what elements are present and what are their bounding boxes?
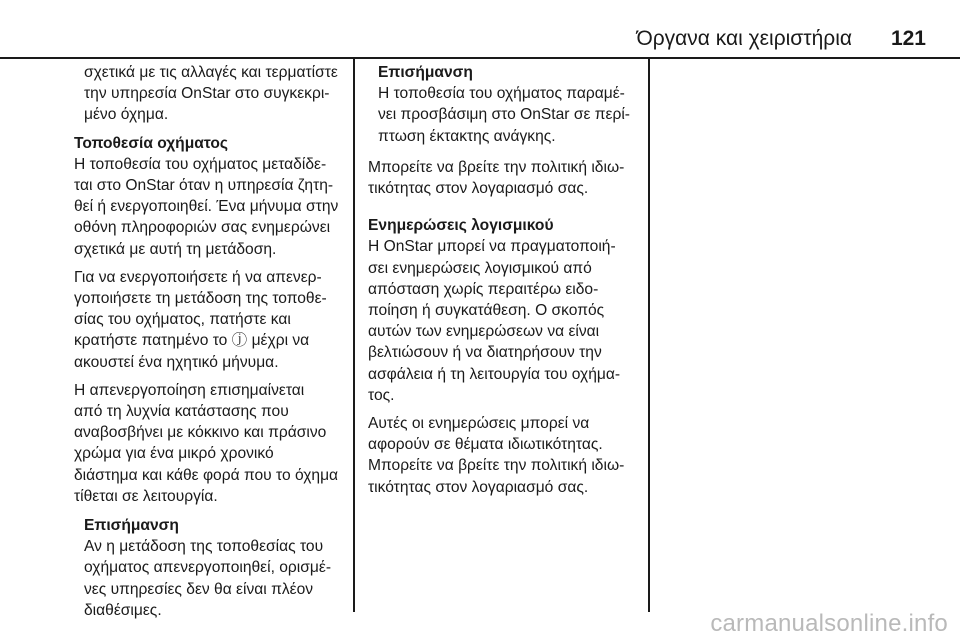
text-line: από τη λυχνία κατάστασης που [74,403,289,421]
text-line: ται στο OnStar όταν η υπηρεσία ζητη- [74,177,334,195]
location-section [74,133,354,260]
text-line: βελτιώσουν ή να διατηρήσουν την [368,344,602,362]
page-number: 121 [890,27,926,50]
text-line: χρώμα για ένα μικρό χρονικό [74,445,274,463]
note-box [368,62,651,147]
text-line: Η τοποθεσία του οχήματος παραμέ- [378,85,625,103]
text-line: τος. [368,386,395,404]
spacer [368,206,651,215]
page-header [0,24,960,54]
section-heading: Ενημερώσεις λογισμικού [368,217,554,235]
text-line: Η απενεργοποίηση επισημαίνεται [74,381,305,399]
updates-paragraph [368,413,651,455]
text-line: τίθεται σε λειτουργία. [74,487,218,505]
right-column [368,58,651,505]
text-line: σχετικά με τις αλλαγές και τερματίστε [84,64,338,81]
text-line: την υπηρεσία OnStar στο συγκεκρι- [84,85,330,103]
text-line: διάστημα και κάθε φορά που το όχημα [74,466,339,484]
text-line: Η τοποθεσία του οχήματος μεταδίδε- [74,155,327,173]
watermark: carmanualsonline.info [710,610,948,637]
text-line: τικότητας στον λογαριασμό σας. [368,180,589,198]
text-line: πτωση έκτακτης ανάγκης. [378,127,556,145]
toggle-paragraph [74,267,354,373]
privacy-paragraph-2 [368,455,651,497]
note-box [74,515,354,621]
text-line: διαθέσιμες. [84,601,162,619]
text-line: γοποιήσετε τη μετάδοση της τοποθε- [74,290,327,308]
text-line: ποίηση ή συγκατάθεση. Ο σκοπός [368,302,605,320]
text-line: Για να ενεργοποιήσετε ή να απενερ- [74,268,322,286]
text-line: αναβοσβήνει με κόκκινο και πράσινο [74,424,327,442]
text-line: οχήματος απενεργοποιηθεί, ορισμέ- [84,559,332,577]
software-section [368,215,651,406]
text-line: σχετικά με αυτή τη μετάδοση. [74,240,277,258]
text-line: νες υπηρεσίες δεν θα είναι πλέον [84,580,314,598]
left-column [74,58,354,628]
text-line: νει προσβάσιμη στο OnStar σε περί- [378,106,630,124]
intro-paragraph [74,62,354,126]
text-line: αφορούν σε θέματα ιδιωτικότητας. [368,436,603,454]
section-heading: Τοποθεσία οχήματος [74,134,228,152]
text-line: τικότητας στον λογαριασμό σας. [368,478,589,496]
note-heading: Επισήμανση [378,64,473,81]
text-line: ασφάλεια ή τη λειτουργία του οχήμα- [368,365,621,383]
text-line: σίας του οχήματος, πατήστε και [74,311,291,329]
privacy-paragraph [368,157,651,199]
text-line: ακουστεί ένα ηχητικό μήνυμα. [74,353,279,371]
text-line: αυτών των ενημερώσεων να είναι [368,323,600,341]
text-line: σει ενημερώσεις λογισμικού από [368,259,592,277]
text-line: Αν η μετάδοση της τοποθεσίας του [84,538,324,556]
deactivation-paragraph [74,380,354,507]
text-line: Μπορείτε να βρείτε την πολιτική ιδιω- [368,158,625,176]
text-line: Αυτές οι ενημερώσεις μπορεί να [368,415,590,433]
text-line: απόσταση χωρίς περαιτέρω ειδο- [368,280,599,298]
text-line: θεί ή ενεργοποιηθεί. Ένα μήνυμα στην [74,198,339,216]
text-line: Η OnStar μπορεί να πραγματοποιή- [368,238,616,256]
note-heading: Επισήμανση [84,517,179,535]
text-line: Μπορείτε να βρείτε την πολιτική ιδιω- [368,457,625,475]
text-line: κρατήστε πατημένο το ⓙ μέχρι να [74,332,310,350]
text-line: οθόνη πληροφοριών σας ενημερώνει [74,219,331,237]
chapter-title: Όργανα και χειριστήρια [636,27,852,50]
text-line: μένο όχημα. [84,106,169,124]
